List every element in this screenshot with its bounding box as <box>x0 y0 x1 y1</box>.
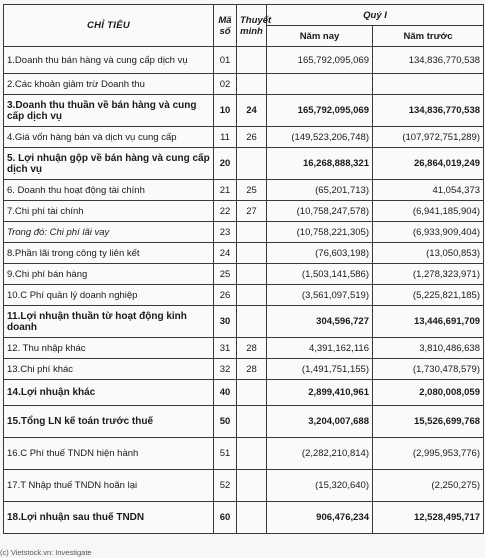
row-nam-nay: 304,596,727 <box>267 306 373 338</box>
row-nam-truoc: 13,446,691,709 <box>373 306 484 338</box>
row-nam-nay <box>267 74 373 95</box>
row-nam-nay: (65,201,713) <box>267 180 373 201</box>
table-row <box>4 180 484 201</box>
table-row <box>4 285 484 306</box>
row-nam-truoc: 12,528,495,717 <box>373 502 484 534</box>
row-ma-so: 31 <box>214 338 237 359</box>
row-ma-so: 23 <box>214 222 237 243</box>
row-label: 16.C Phí thuế TNDN hiện hành <box>4 438 214 470</box>
row-ma-so: 25 <box>214 264 237 285</box>
row-nam-nay: 3,204,007,688 <box>267 406 373 438</box>
row-thuyet-minh <box>237 47 267 74</box>
row-nam-truoc: 26,864,019,249 <box>373 148 484 180</box>
table-row <box>4 338 484 359</box>
row-nam-nay: 165,792,095,069 <box>267 47 373 74</box>
row-thuyet-minh: 24 <box>237 95 267 127</box>
row-thuyet-minh <box>237 438 267 470</box>
row-nam-truoc: (6,941,185,904) <box>373 201 484 222</box>
row-thuyet-minh <box>237 306 267 338</box>
table-row <box>4 127 484 148</box>
row-nam-nay: 16,268,888,321 <box>267 148 373 180</box>
row-nam-truoc: (5,225,821,185) <box>373 285 484 306</box>
row-nam-nay: (1,491,751,155) <box>267 359 373 380</box>
row-nam-truoc: (1,730,478,579) <box>373 359 484 380</box>
row-thuyet-minh <box>237 264 267 285</box>
row-ma-so: 40 <box>214 380 237 406</box>
row-thuyet-minh <box>237 380 267 406</box>
row-thuyet-minh <box>237 502 267 534</box>
table-row <box>4 74 484 95</box>
income-statement-table <box>3 4 484 534</box>
row-nam-truoc: 41,054,373 <box>373 180 484 201</box>
table-row <box>4 201 484 222</box>
header-ma-so: Mã số <box>214 5 237 47</box>
table-row <box>4 359 484 380</box>
row-thuyet-minh <box>237 470 267 502</box>
row-ma-so: 50 <box>214 406 237 438</box>
row-label: 10.C Phí quản lý doanh nghiệp <box>4 285 214 306</box>
table-row <box>4 502 484 534</box>
row-thuyet-minh <box>237 243 267 264</box>
row-ma-so: 60 <box>214 502 237 534</box>
row-thuyet-minh <box>237 285 267 306</box>
row-nam-nay: (76,603,198) <box>267 243 373 264</box>
row-nam-truoc: (107,972,751,289) <box>373 127 484 148</box>
table-row <box>4 148 484 180</box>
row-label: 1.Doanh thu bán hàng và cung cấp dịch vụ <box>4 47 214 74</box>
row-thuyet-minh: 25 <box>237 180 267 201</box>
row-nam-nay: 906,476,234 <box>267 502 373 534</box>
row-ma-so: 11 <box>214 127 237 148</box>
row-label: 15.Tổng LN kế toán trước thuế <box>4 406 214 438</box>
row-nam-truoc: 2,080,008,059 <box>373 380 484 406</box>
row-nam-nay: (1,503,141,586) <box>267 264 373 285</box>
row-label: 4.Giá vốn hàng bán và dịch vụ cung cấp <box>4 127 214 148</box>
header-nam-nay: Năm nay <box>267 26 373 47</box>
row-ma-so: 32 <box>214 359 237 380</box>
table-row <box>4 95 484 127</box>
row-label: 17.T Nhập thuế TNDN hoãn lại <box>4 470 214 502</box>
row-ma-so: 51 <box>214 438 237 470</box>
row-nam-truoc: (6,933,909,404) <box>373 222 484 243</box>
row-thuyet-minh <box>237 406 267 438</box>
row-nam-truoc: (1,278,323,971) <box>373 264 484 285</box>
table-row <box>4 306 484 338</box>
row-ma-so: 20 <box>214 148 237 180</box>
row-nam-truoc: (2,995,953,776) <box>373 438 484 470</box>
row-label: 5. Lợi nhuận gộp về bán hàng và cung cấp dịch vụ <box>4 148 214 180</box>
row-thuyet-minh <box>237 222 267 243</box>
row-ma-so: 21 <box>214 180 237 201</box>
table-row <box>4 47 484 74</box>
row-thuyet-minh: 28 <box>237 359 267 380</box>
row-nam-nay: 165,792,095,069 <box>267 95 373 127</box>
header-nam-truoc: Năm trước <box>373 26 484 47</box>
row-ma-so: 26 <box>214 285 237 306</box>
row-nam-nay: (15,320,640) <box>267 470 373 502</box>
row-nam-truoc <box>373 74 484 95</box>
row-label: 7.Chi phí tài chính <box>4 201 214 222</box>
row-label: 9.Chi phí bán hàng <box>4 264 214 285</box>
row-thuyet-minh: 27 <box>237 201 267 222</box>
row-thuyet-minh <box>237 148 267 180</box>
source-watermark: (c) Vietstock.vn: Investigate <box>0 548 92 557</box>
row-label: 6. Doanh thu hoạt động tài chính <box>4 180 214 201</box>
row-nam-nay: (10,758,221,305) <box>267 222 373 243</box>
row-ma-so: 01 <box>214 47 237 74</box>
row-label: 11.Lợi nhuận thuần từ hoạt động kinh doanh <box>4 306 214 338</box>
row-nam-nay: (149,523,206,748) <box>267 127 373 148</box>
row-nam-nay: 4,391,162,116 <box>267 338 373 359</box>
row-label: 2.Các khoản giảm trừ Doanh thu <box>4 74 214 95</box>
table-row <box>4 470 484 502</box>
table-row <box>4 438 484 470</box>
table-row <box>4 380 484 406</box>
row-label: 8.Phần lãi trong công ty liên kết <box>4 243 214 264</box>
row-nam-truoc: 134,836,770,538 <box>373 95 484 127</box>
row-label: 18.Lợi nhuận sau thuế TNDN <box>4 502 214 534</box>
table-row <box>4 406 484 438</box>
row-thuyet-minh: 28 <box>237 338 267 359</box>
row-label: 3.Doanh thu thuần về bán hàng và cung cấp dịch vụ <box>4 95 214 127</box>
row-label: 12. Thu nhập khác <box>4 338 214 359</box>
row-thuyet-minh: 26 <box>237 127 267 148</box>
row-nam-nay: 2,899,410,961 <box>267 380 373 406</box>
row-ma-so: 02 <box>214 74 237 95</box>
table-row <box>4 264 484 285</box>
row-label: Trong đó: Chi phí lãi vay <box>4 222 214 243</box>
row-nam-nay: (3,561,097,519) <box>267 285 373 306</box>
table-body <box>4 47 484 534</box>
row-nam-nay: (2,282,210,814) <box>267 438 373 470</box>
row-nam-nay: (10,758,247,578) <box>267 201 373 222</box>
row-ma-so: 30 <box>214 306 237 338</box>
row-nam-truoc: 15,526,699,768 <box>373 406 484 438</box>
row-thuyet-minh <box>237 74 267 95</box>
row-label: 13.Chi phí khác <box>4 359 214 380</box>
row-nam-truoc: (13,050,853) <box>373 243 484 264</box>
row-ma-so: 52 <box>214 470 237 502</box>
header-chi-tieu: CHỈ TIÊU <box>4 5 214 47</box>
table-row <box>4 222 484 243</box>
row-nam-truoc: 3,810,486,638 <box>373 338 484 359</box>
row-label: 14.Lợi nhuận khác <box>4 380 214 406</box>
row-ma-so: 24 <box>214 243 237 264</box>
row-ma-so: 10 <box>214 95 237 127</box>
header-thuyet-minh: Thuyết minh <box>237 5 267 47</box>
header-quy: Quý I <box>267 5 484 26</box>
table-row <box>4 243 484 264</box>
row-ma-so: 22 <box>214 201 237 222</box>
row-nam-truoc: 134,836,770,538 <box>373 47 484 74</box>
row-nam-truoc: (2,250,275) <box>373 470 484 502</box>
